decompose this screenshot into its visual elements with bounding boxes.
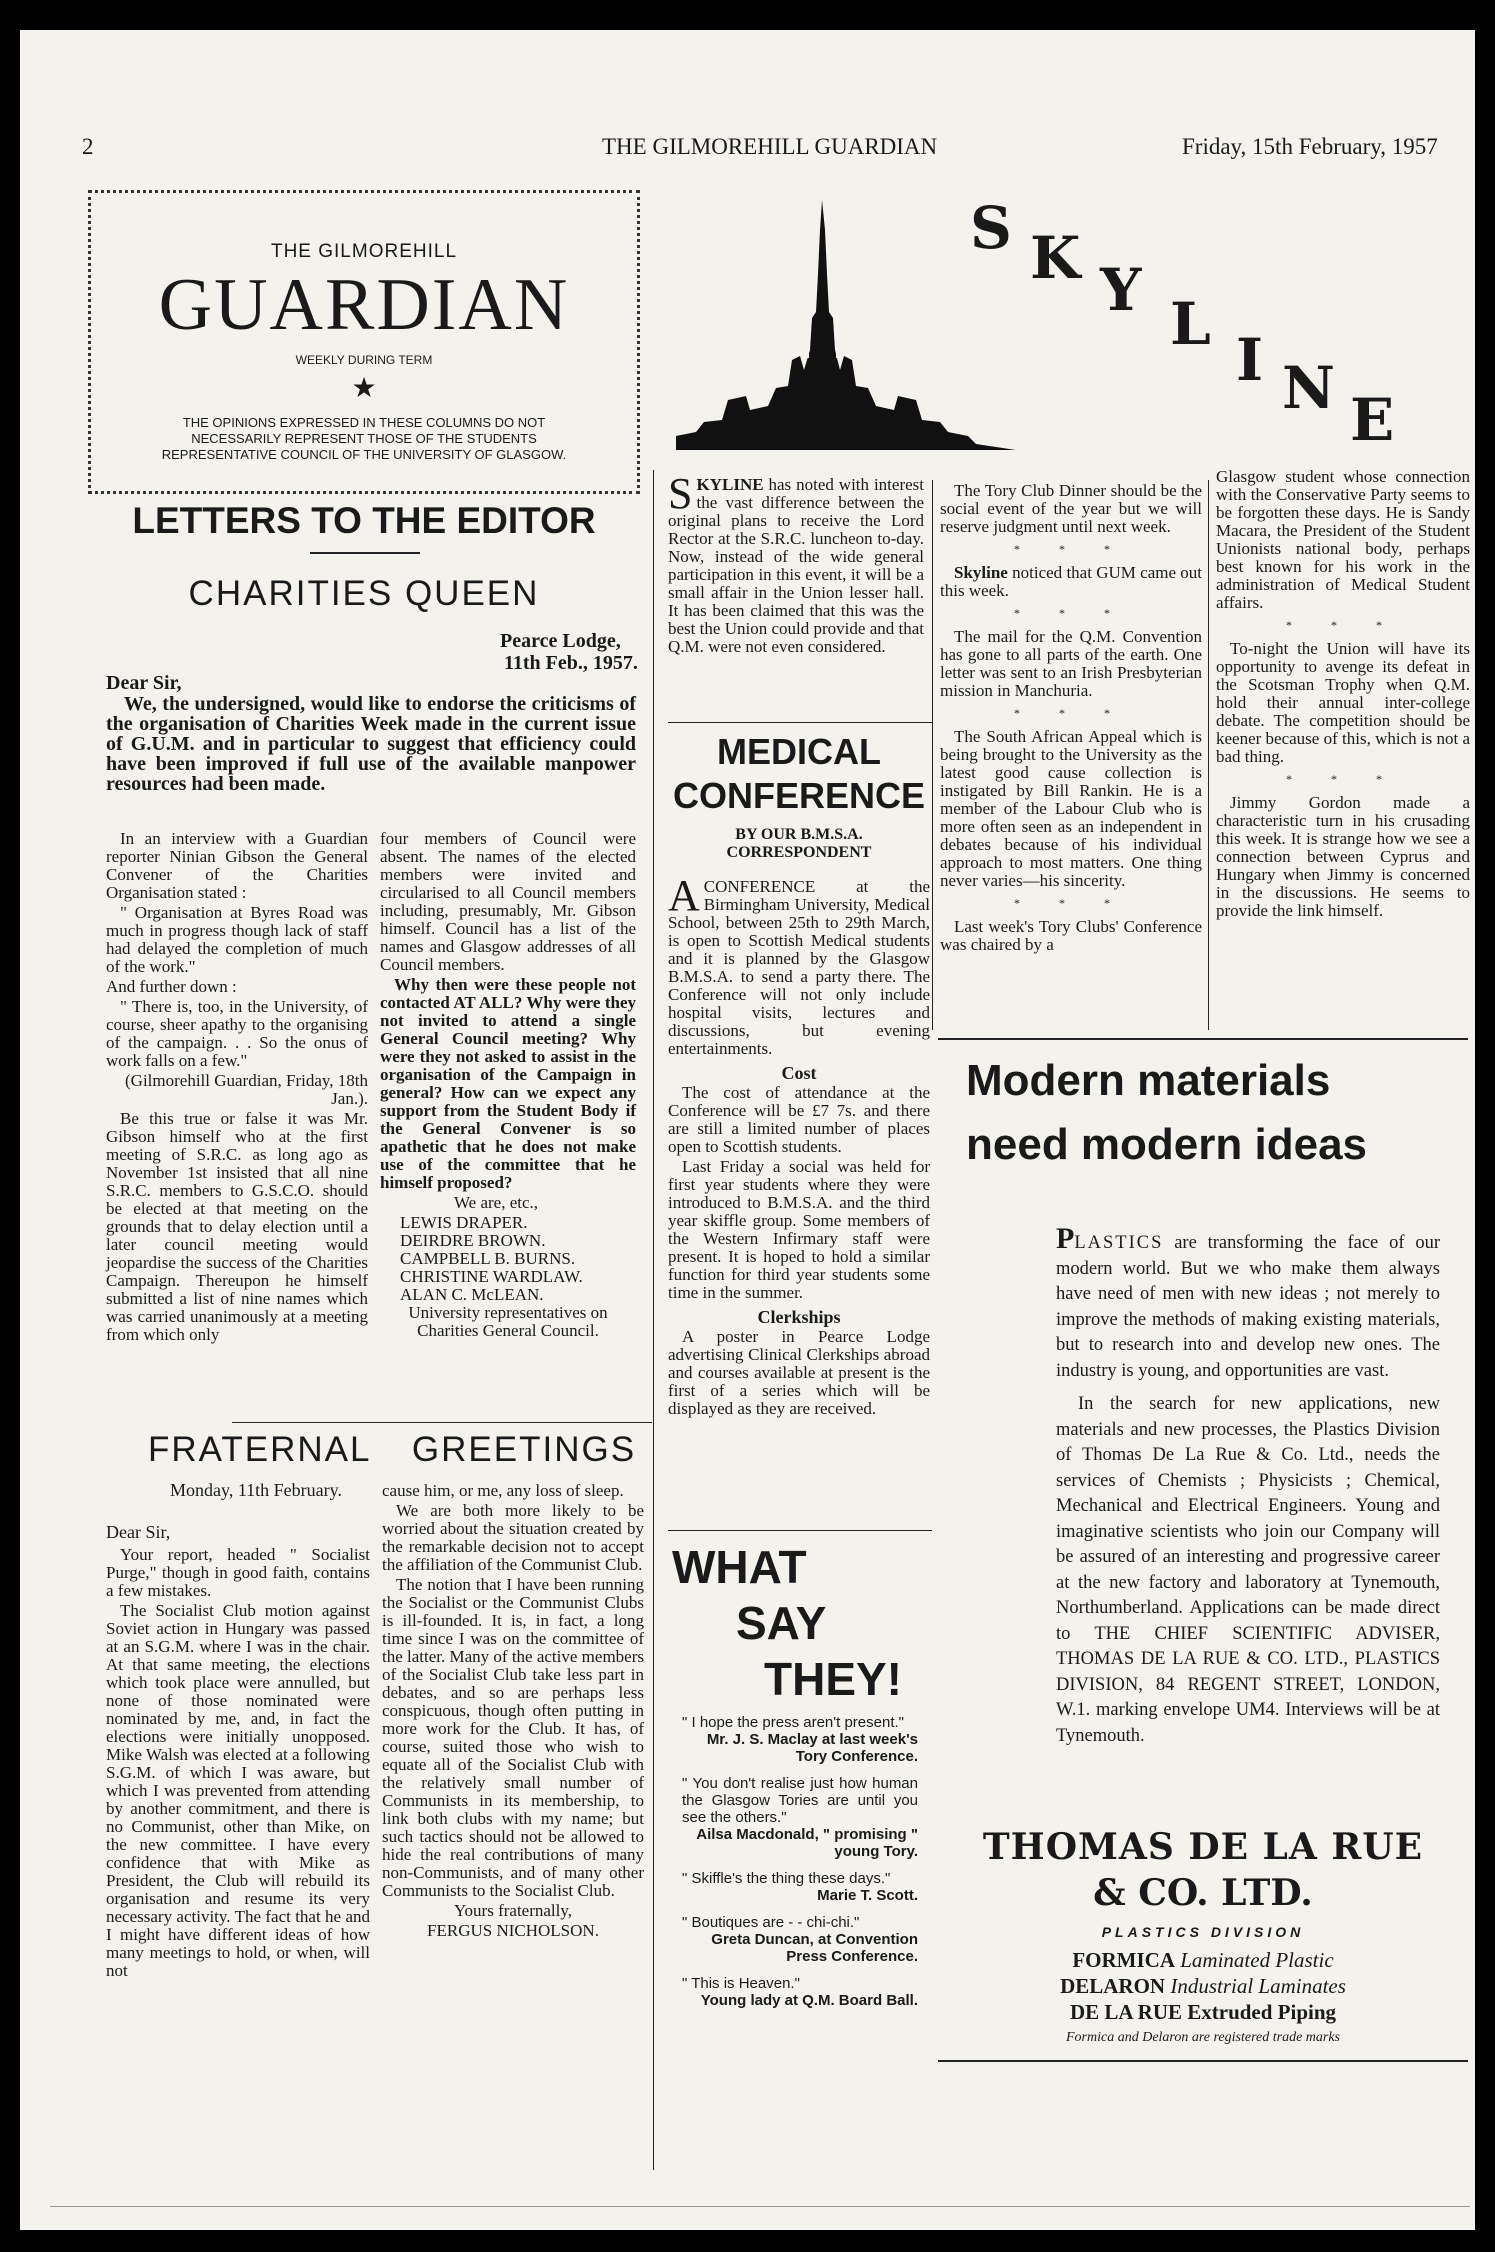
charities-column-1 <box>106 830 368 1346</box>
masthead-disclaimer: THE OPINIONS EXPRESSED IN THESE COLUMNS DO NOT NECESSARILY REPRESENT THOSE OF THE STUDENTS REPRESENTATIVE COUNCIL OF THE UNIVERSITY OF GLASGOW. <box>161 415 567 462</box>
quote-text: " Skiffle's the thing these days." <box>682 1870 891 1887</box>
medical-title-line1: MEDICAL <box>717 731 881 772</box>
paragraph: four members of Council were absent. The names of the elected members were invited and circularised to all Council members including, presumably, Mr. Gibson himself. Council has a list of the names and Glasgow addresses of all Council members. <box>380 829 636 974</box>
what-say-line2: SAY <box>736 1597 827 1649</box>
column-separator <box>653 470 654 2170</box>
medical-article <box>668 871 930 1420</box>
dropcap: S <box>668 469 693 518</box>
signature: FERGUS NICHOLSON. <box>427 1921 599 1940</box>
signatory: DEIRDRE BROWN. <box>400 1231 546 1250</box>
skyline-letter: S <box>970 194 1012 262</box>
signatory: CHRISTINE WARDLAW. <box>400 1267 583 1286</box>
signatories-list <box>380 1214 636 1304</box>
paragraph: CONFERENCE at the Birmingham University, Medical School, between 25th to 29th March, is open to Scottish Medical students and it is planned by the Glasgow B.M.S.A. to send a party there. The Conference will not only include hospital visits, lectures and discussions, but evening entertainments. <box>668 877 930 1058</box>
fraternal-column-2 <box>382 1482 644 1942</box>
masthead-subtitle: WEEKLY DURING TERM <box>295 353 433 367</box>
paragraph: The mail for the Q.M. Convention has gone to all parts of the earth. One letter was sent to an Irish Presbyterian mission in Manchuria. <box>940 627 1202 700</box>
advert-headline-1: Modern materials <box>966 1056 1331 1105</box>
paragraph: The cost of attendance at the Conference will be £7 7s. and there are still a limited number of places open to Scottish students. <box>668 1083 930 1156</box>
skyline-letter: E <box>1350 386 1395 454</box>
signatory: ALAN C. McLEAN. <box>400 1285 544 1304</box>
masthead-box <box>88 190 640 494</box>
issue-date: Friday, 15th February, 1957 <box>1182 134 1438 159</box>
quote-item <box>682 1975 918 2009</box>
signatory: LEWIS DRAPER. <box>400 1213 528 1232</box>
product-desc: Laminated Plastic <box>1174 1948 1334 1972</box>
section-divider <box>668 722 932 723</box>
paragraph: The Tory Club Dinner should be the social event of the year but we will reserve judgment until next week. <box>940 481 1202 536</box>
what-say-line3: THEY! <box>764 1653 902 1705</box>
column-separator <box>932 480 933 1030</box>
clerkships-subheading: Clerkships <box>757 1307 841 1327</box>
paragraph: has noted with interest the vast difference between the original plans to receive the Lord Rector at the S.R.C. luncheon to-day. Now, instead of the wide general participation in this event, it will be a small affair in the Union lesser hall. It has been claimed that this was the best the Union could provide and that Q.M. were not even considered. <box>668 475 924 656</box>
paragraph: Last Friday a social was held for first year students where they were introduced to B.M.S.A. and the third year skiffle group. Some members of the Western Infirmary staff were present. It is hoped to hold a similar function for third year students some time in the summer. <box>668 1157 930 1302</box>
product-line-2 <box>938 1974 1468 1999</box>
advert-paragraph-2: In the search for new applications, new materials and new processes, the Plastics Division of Thomas De La Rue & Co. Ltd., needs the services of Chemists ; Physicists ; Chemical, Mechanical and Electrical Engineers. Young and imaginative scientists who join our Company will be assured of an interesting and progressive career at the new factory and laboratory at Tynemouth, Northumberland. Applications can be made direct to THE CHIEF SCIENTIFIC ADVISER, THOMAS DE LA RUE & CO. LTD., PLASTICS DIVISION, 84 REGENT STREET, LONDON, W.1. marking envelope UM4. Interviews will be at Tynemouth. <box>1056 1394 1440 1746</box>
quote-text: " Boutiques are - - chi-chi." <box>682 1914 860 1931</box>
skyline-column-3 <box>1216 468 1470 922</box>
column-separator <box>1208 480 1209 1030</box>
medical-title <box>668 730 930 818</box>
paragraph: Glasgow student whose connection with the Conservative Party seems to be forgotten these days. He is Sandy Macara, the President of the Student Unionists national body, perhaps best known for his work in the administration of Medical Student affairs. <box>1216 467 1470 612</box>
charities-column-2 <box>380 830 636 1342</box>
star-separator: * * * <box>1014 606 1128 620</box>
quote-attribution: Ailsa Macdonald, " promising " young Tory. <box>696 1826 918 1860</box>
university-skyline-icon <box>676 200 1016 460</box>
page-number: 2 <box>82 134 94 159</box>
quote-item <box>682 1914 918 1965</box>
what-say-line1: WHAT <box>672 1541 807 1593</box>
fraternal-dateline: Monday, 11th February. <box>170 1480 342 1500</box>
company-name-2: & CO. LTD. <box>1093 1872 1313 1914</box>
skyline-mention: Skyline <box>954 563 1008 582</box>
skyline-letter: L <box>1170 290 1211 358</box>
byline-line2: CORRESPONDENT <box>726 844 872 861</box>
newspaper-page <box>20 30 1475 2230</box>
company-name-1: THOMAS DE LA RUE <box>982 1826 1424 1868</box>
address-line2: 11th Feb., 1957. <box>504 652 638 674</box>
paragraph: The South African Appeal which is being brought to the University as the latest good cause collection is instigated by Bill Rankin. He is a member of the Labour Club who is more often seen as an independent in debates because of his individual approach to most matters. One thing never varies—his sincerity. <box>940 727 1202 890</box>
paragraph: Jimmy Gordon made a characteristic turn in his crusading this week. It is strange how we see a connection between Cyprus and Hungary when Jimmy is concerned in the discussions. He seems to provide the link himself. <box>1216 793 1470 920</box>
quote-text: " You don't realise just how human the Glasgow Tories are until you see the others." <box>682 1775 918 1826</box>
quotes-list <box>682 1714 918 2019</box>
star-separator: * * * <box>1014 542 1128 556</box>
paragraph: In an interview with a Guardian reporter Ninian Gibson the General Convener of the Charities Organisation stated : <box>106 829 368 902</box>
medical-byline <box>668 826 930 862</box>
section-divider <box>668 1530 932 1531</box>
product-desc: Industrial Laminates <box>1165 1974 1346 1998</box>
masthead-title: GUARDIAN <box>158 264 570 346</box>
skyline-letter: N <box>1282 354 1336 422</box>
signatory-affiliation: University representatives on Charities General Council. <box>408 1303 608 1340</box>
product-name: FORMICA <box>1072 1948 1175 1972</box>
advert-bottom-rule <box>938 2060 1468 2062</box>
skyline-column-2 <box>940 482 1202 956</box>
quote-text: " I hope the press aren't present." <box>682 1714 904 1731</box>
medical-title-line2: CONFERENCE <box>672 775 926 816</box>
star-separator: * * * <box>1014 896 1128 910</box>
citation: (Gilmorehill Guardian, Friday, 18th Jan.). <box>125 1071 368 1108</box>
advert-headline-2: need modern ideas <box>966 1120 1368 1169</box>
product-name: DELARON <box>1060 1974 1166 1998</box>
masthead-line1: THE GILMOREHILL <box>270 241 458 262</box>
paragraph: Why then were these people not contacted AT ALL? Why were they not invited to attend a single General Council meeting? Why were they not asked to assist in the organisation of the Campaign in general? How can we expect any support from the Student Body if the General Convener is so apathetic that he does not make use of the committee that he himself proposed? <box>380 975 636 1192</box>
paragraph: Last week's Tory Clubs' Conference was chaired by a <box>940 917 1202 954</box>
paragraph: We are both more likely to be worried about the situation created by the remarkable decision not to accept the affiliation of the Communist Club. <box>382 1501 644 1574</box>
quote-attribution: Marie T. Scott. <box>817 1887 918 1904</box>
address-line1: Pearce Lodge, <box>500 630 621 652</box>
product-line-3: DE LA RUE Extruded Piping <box>1069 2000 1337 2024</box>
letters-section-title: LETTERS TO THE EDITOR <box>132 500 596 541</box>
paragraph: The notion that I have been running the Socialist or the Communist Clubs is ill-founded. It is, in fact, a long time since I was on the committee of the latter. Many of the active members of the Socialist Club take less part in debates, and so are perhaps less conspicuous, though often putting in more work for the Club. It has, of course, suited those who wish to equate all of the Socialist Club with the relatively small number of Communists in its membership, to link both clubs with my name; but such tactics should not be allowed to hide the real contributions of many non-Communists, and of many other Communists to the Socialist Club. <box>382 1575 644 1900</box>
paper-name: THE GILMOREHILL GUARDIAN <box>602 134 938 159</box>
dropcap: A <box>668 871 700 920</box>
paragraph: A poster in Pearce Lodge advertising Clinical Clerkships abroad and courses available at present is the first of a series which will be displayed as they are received. <box>668 1327 930 1418</box>
paragraph: Your report, headed " Socialist Purge," though in good faith, contains a few mistakes. <box>106 1545 370 1600</box>
quote-attribution: Greta Duncan, at Convention Press Conference. <box>711 1931 918 1965</box>
quote-item <box>682 1714 918 1765</box>
advert-paragraph-1-text: are transforming the face of our modern world. But we who make them always have need of men with new ideas ; not merely to improve the methods of making existing materials, but to research into and develop new ones. The industry is young, and opportunities are vast. <box>1056 1233 1440 1381</box>
quote-attribution: Young lady at Q.M. Board Ball. <box>700 1992 918 2009</box>
advert-paragraph-1 <box>1056 1222 1440 1384</box>
advert-top-rule <box>938 1038 1468 1040</box>
paragraph: The Socialist Club motion against Soviet action in Hungary was passed at an S.G.M. where I was in the chair. At that same meeting, the elections which took place were annulled, but none of those nominated were nominated by me, and, in fact the elections were initially unopposed. Mike Walsh was elected at a following S.G.M. of which I was aware, but which I was prevented from attending by another commitment, and there is no Communist, other than Mike, on the new committee. I have every confidence that with Mike as President, the Club will rebuild its organisation and resume its very necessary activity. The fact that he and I might have different ideas of how many meetings to hold, or when, will not <box>106 1601 370 1980</box>
quote-text: " This is Heaven." <box>682 1975 800 1992</box>
advert-dropcap: P <box>1056 1222 1075 1255</box>
advert-lead-word: LASTICS <box>1074 1233 1164 1253</box>
charities-heading: CHARITIES QUEEN <box>188 574 540 613</box>
star-separator: * * * <box>1014 706 1128 720</box>
letter-lead: We, the undersigned, would like to endorse the criticisms of the organisation of Charities Week made in the current issue of G.U.M. and in particular to suggest that efficiency could have been improved if full use of the available manpower resources had been made. <box>106 693 636 795</box>
skyline-column-1 <box>668 469 924 658</box>
star-separator: * * * <box>1286 772 1400 786</box>
cost-subheading: Cost <box>781 1063 817 1083</box>
page-bottom-rule <box>50 2206 1470 2207</box>
quote-item <box>682 1775 918 1860</box>
signatory: CAMPBELL B. BURNS. <box>400 1249 576 1268</box>
paragraph: " There is, too, in the University, of course, sheer apathy to the organising of the campaign. . . So the onus of work falls on a few." <box>106 997 368 1070</box>
star-icon: ★ <box>351 373 377 404</box>
lead-word: KYLINE <box>696 475 764 494</box>
advert-body <box>1056 1222 1440 1749</box>
paragraph: Be this true or false it was Mr. Gibson himself who at the first meeting of S.R.C. as long ago as November 1st insisted that all nine S.R.C. members to G.S.C.O. should be elected at that meeting on the grounds that to delay election until a later council meeting would jeopardise the success of the Charities Campaign. Thereupon he himself submitted a list of nine names which was carried unanimously at a meeting from which only <box>106 1109 368 1344</box>
paragraph: " Organisation at Byres Road was much in progress though lack of staff had delayed the completion of much of the work." <box>106 903 368 976</box>
paragraph: To-night the Union will have its opportunity to avenge its defeat in the Scotsman Trophy when Q.M. hold their annual inter-college debate. The competition should be keener because of this, which is not a bad thing. <box>1216 639 1470 766</box>
quote-attribution: Mr. J. S. Maclay at last week's Tory Conference. <box>706 1731 918 1765</box>
trademark-note: Formica and Delaron are registered trade marks <box>1066 2030 1340 2045</box>
letter-salutation: Dear Sir, <box>106 672 182 694</box>
fraternal-salutation: Dear Sir, <box>106 1522 171 1542</box>
paragraph: Skyline noticed that GUM came out this week. <box>940 563 1202 600</box>
skyline-letter: I <box>1236 326 1264 394</box>
quote-item <box>682 1870 918 1904</box>
section-divider <box>232 1422 652 1423</box>
product-line-1 <box>938 1948 1468 1973</box>
signoff: Yours fraternally, <box>453 1901 573 1920</box>
title-divider <box>310 552 420 554</box>
skyline-letter: Y <box>1100 256 1142 324</box>
paragraph: cause him, or me, any loss of sleep. <box>382 1481 624 1500</box>
byline-line1: BY OUR B.M.S.A. <box>735 826 863 843</box>
paragraph: And further down : <box>106 977 237 996</box>
skyline-letter: K <box>1030 224 1081 292</box>
star-separator: * * * <box>1286 618 1400 632</box>
fraternal-column-1 <box>106 1546 370 1982</box>
paragraph: We are, etc., <box>454 1193 539 1212</box>
fraternal-heading: FRATERNAL GREETINGS <box>148 1430 637 1469</box>
division-name: PLASTICS DIVISION <box>1101 1924 1305 1940</box>
